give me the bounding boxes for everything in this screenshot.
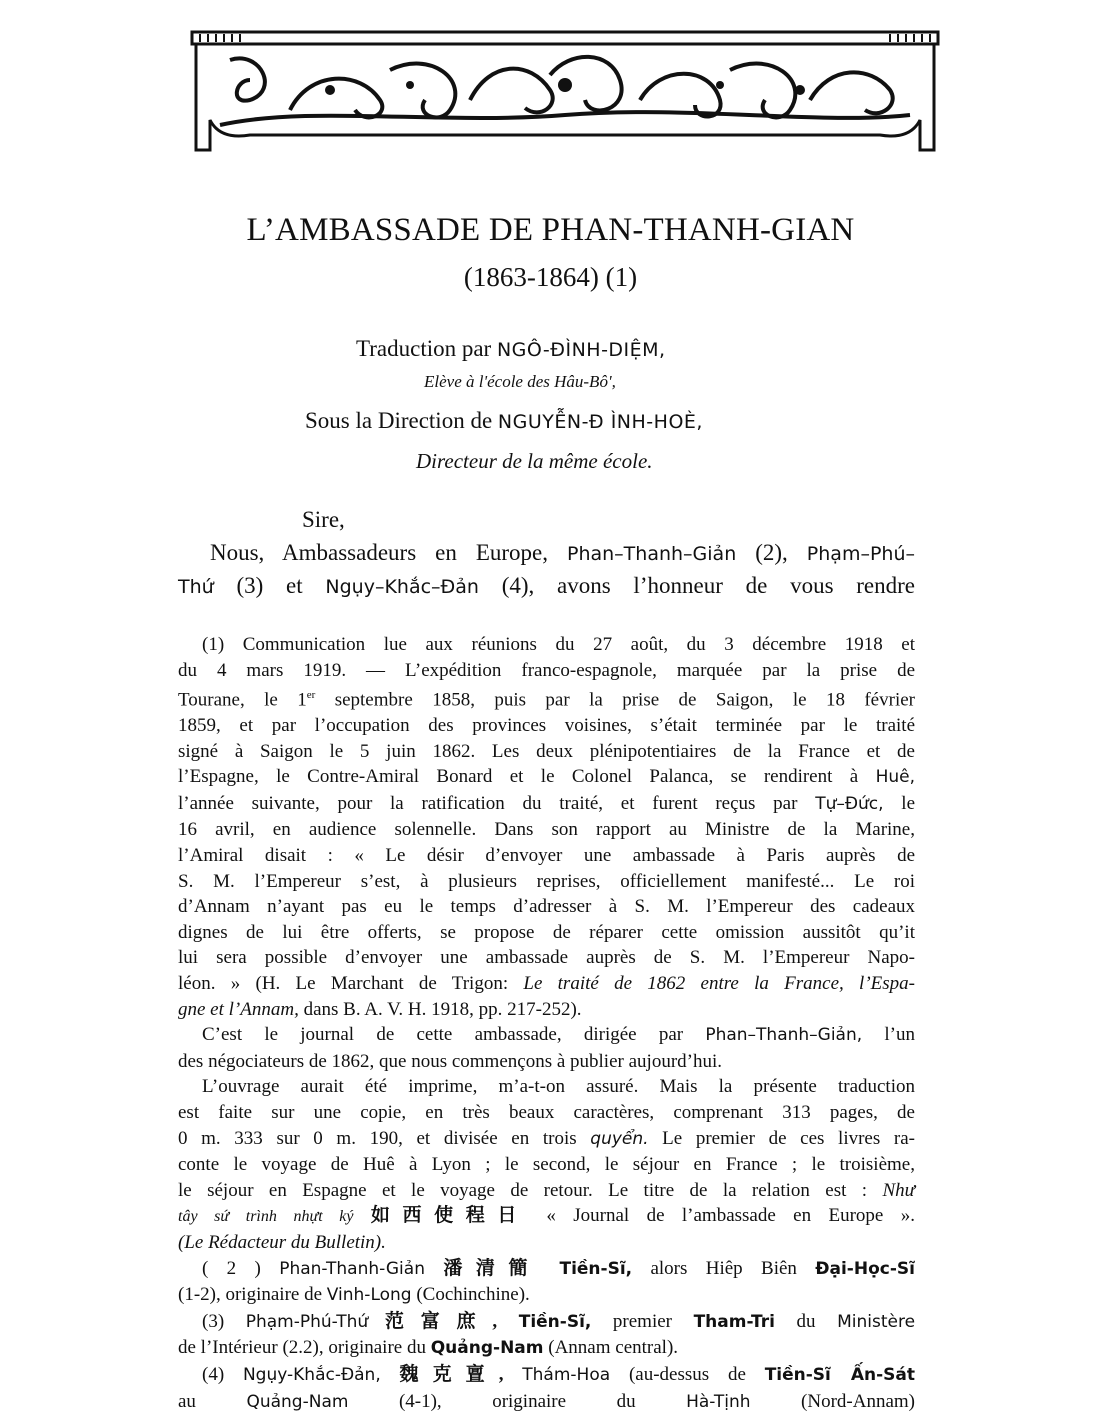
director-prefix: Sous la Direction de [305,408,498,433]
note-1-line: signé à Saigon le 5 juin 1862. Les deux plénipotentiaires de la France et de [178,740,915,762]
director-role: Directeur de la même école. [416,449,653,473]
note-1-para-3-line: conte le voyage de Huê à Lyon ; le second, le séjour en France ; le troisième, [178,1154,915,1176]
note-1-para-2-line: C’est le journal de cette ambassade, dirigée par Phan–Thanh–Giản, l’un [202,1024,915,1046]
note-1-para-3-line: tây sứ trình nhựt ký 如西使程日 « Journal de l’ambassade en Europe ». [178,1205,915,1227]
director-credit [305,408,703,434]
note-2-line: ( 2 ) Phan-Thanh-Giản 潘清簡 Tiền-Sĩ, alors Hiêp Biên Đại-Học-Sĩ [202,1257,915,1279]
note-1-para-2-line: des négociateurs de 1862, que nous commençons à publier aujourd’hui. [178,1050,722,1072]
salutation: Sire, [302,507,345,532]
note-1-line: l’année suivante, pour la ratification du traité, et furent reçus par Tự–Đức, le [178,792,915,814]
note-1-line: l’Amiral disait : « Le désir d’envoyer une ambassade à Paris auprès de [178,845,915,867]
note-1-line: gne et l’Annam, dans B. A. V. H. 1918, pp. 217-252). [178,998,582,1020]
note-1-para-3-line: est faite sur une copie, en très beaux caractères, comprenant 313 pages, de [178,1102,915,1124]
opening-line-1: Nous, Ambassadeurs en Europe, Phan–Thanh–Giản (2), Phạm–Phú– [210,540,915,565]
note-1-line: 16 avril, en audience solennelle. Dans son rapport au Ministre de la Marine, [178,819,915,841]
footnotes [178,632,915,1415]
decorative-header-banner [190,30,940,155]
note-3-line: de l’Intérieur (2.2), originaire du Quảng-Nam (Annam central). [178,1337,679,1359]
translator-name: NGÔ-ĐÌNH-DIỆM, [496,339,666,361]
director-name: NGUYỄN-Đ ÌNH-HOÈ, [497,411,703,433]
note-1-para-3-line: le séjour en Espagne et le voyage de retour. Le titre de la relation est : Như [178,1179,915,1201]
note-1-para-3-line: 0 m. 333 sur 0 m. 190, et divisée en trois quyển. Le premier de ces livres ra- [178,1127,915,1149]
translator-prefix: Traduction par [356,336,497,361]
note-2-line: (1-2), originaire de Vinh-Long (Cochinchine). [178,1284,530,1306]
note-1-line: Tourane, le 1er septembre 1858, puis par la prise de Saigon, le 18 février [178,689,915,711]
editor-signature: (Le Rédacteur du Bulletin). [178,1231,386,1253]
translator-credit [356,336,666,362]
note-1-para-3-line: L’ouvrage aurait été imprime, m’a-t-on assuré. Mais la présente traduction [202,1076,915,1098]
note-4-line: (4) Ngụy-Khắc-Đản, 魏克亶, Thám-Hoa (au-dessus de Tiền-Sĩ Ấn-Sát [202,1363,915,1385]
opening-paragraph [178,537,915,603]
note-1-line: lui sera possible d’envoyer une ambassade auprès de S. M. l’Empereur Napo- [178,947,915,969]
note-1-line: d’Annam n’ayant pas eu le temps d’adresser à S. M. l’Empereur des cadeaux [178,896,915,918]
note-1-line: l’Espagne, le Contre-Amiral Bonard et le Colonel Palanca, se rendirent à Huê, [178,766,915,788]
note-1-line: 1859, et par l’occupation des provinces voisines, s’était terminée par le traité [178,715,915,737]
translator-role: Elève à l'école des Hâu-Bô', [424,372,616,391]
note-4-line: au Quảng-Nam (4-1), originaire du Hà-Tịnh (Nord-Annam) [178,1390,915,1412]
note-1-line: dignes de lui être offerts, se propose de réparer cette omission aussitôt qu’it [178,921,915,943]
opening-line-2: Thứ (3) et Ngụy–Khắc–Đản (4), avons l’honneur de vous rendre [178,573,916,598]
note-1-line: du 4 mars 1919. — L’expédition franco-espagnole, marquée par la prise de [178,659,915,681]
note-1-line: (1) Communication lue aux réunions du 27 août, du 3 décembre 1918 et [202,634,915,655]
article-title: L’AMBASSADE DE PHAN-THANH-GIAN [246,212,855,248]
note-3-line: (3) Phạm-Phú-Thứ范富庶, Tiền-Sĩ, premier Tham-Tri du Ministère [202,1310,916,1332]
note-1-line: léon. » (H. Le Marchant de Trigon: Le traité de 1862 entre la France, l’Espa- [178,973,915,995]
note-1-line: S. M. l’Empereur s’est, à plusieurs reprises, officiellement manifesté... Le roi [178,870,915,892]
article-dates: (1863-1864) (1) [463,262,638,292]
